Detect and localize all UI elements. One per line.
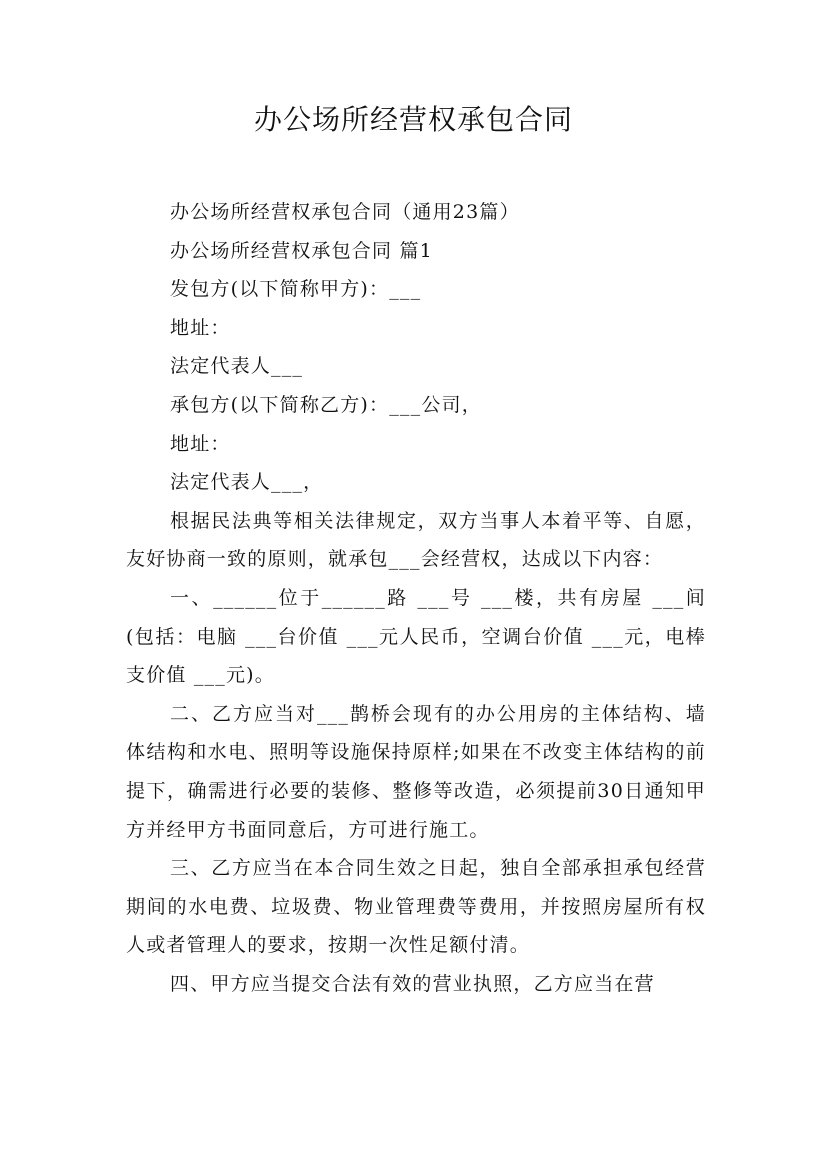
preamble-paragraph: 根据民法典等相关法律规定，双方当事人本着平等、自愿，友好协商一致的原则，就承包___会经营权，达成以下内容：: [126, 509, 706, 571]
clause-1-paragraph: 一、______位于______路 ___号 ___楼，共有房屋 ___间(包括：电脑 ___台价值 ___元人民币，空调台价值 ___元，电棒 支价值 ___元)。: [126, 586, 706, 687]
clause-3-paragraph: 三、乙方应当在本合同生效之日起，独自全部承担承包经营期间的水电费、垃圾费、物业管理费等费用，并按照房屋所有权人或者管理人的要求，按期一次性足额付清。: [126, 857, 706, 957]
party-b-representative: 法定代表人___，: [170, 471, 324, 494]
clause-2-paragraph: 二、乙方应当对___鹊桥会现有的办公用房的主体结构、墙体结构和水电、照明等设施保持原样;如果在不改变主体结构的前提下，确需进行必要的装修、整修等改造，必须提前30日通知甲方并经甲方书面同意后，方可进行施工。: [126, 702, 706, 841]
document-title: 办公场所经营权承包合同: [253, 103, 573, 136]
party-a-address: 地址：: [170, 316, 231, 339]
party-a-representative: 法定代表人___: [170, 355, 304, 378]
party-a-line: 发包方(以下简称甲方)：___: [170, 278, 422, 301]
party-b-address: 地址：: [170, 432, 231, 455]
subtitle-line: 办公场所经营权承包合同（通用23篇）: [170, 201, 520, 223]
clause-4-paragraph: 四、甲方应当提交合法有效的营业执照，乙方应当在营: [170, 972, 655, 995]
party-b-line: 承包方(以下简称乙方)：___公司，: [170, 393, 482, 416]
chapter-heading: 办公场所经营权承包合同 篇1: [170, 239, 433, 262]
document-body: [126, 193, 706, 1003]
